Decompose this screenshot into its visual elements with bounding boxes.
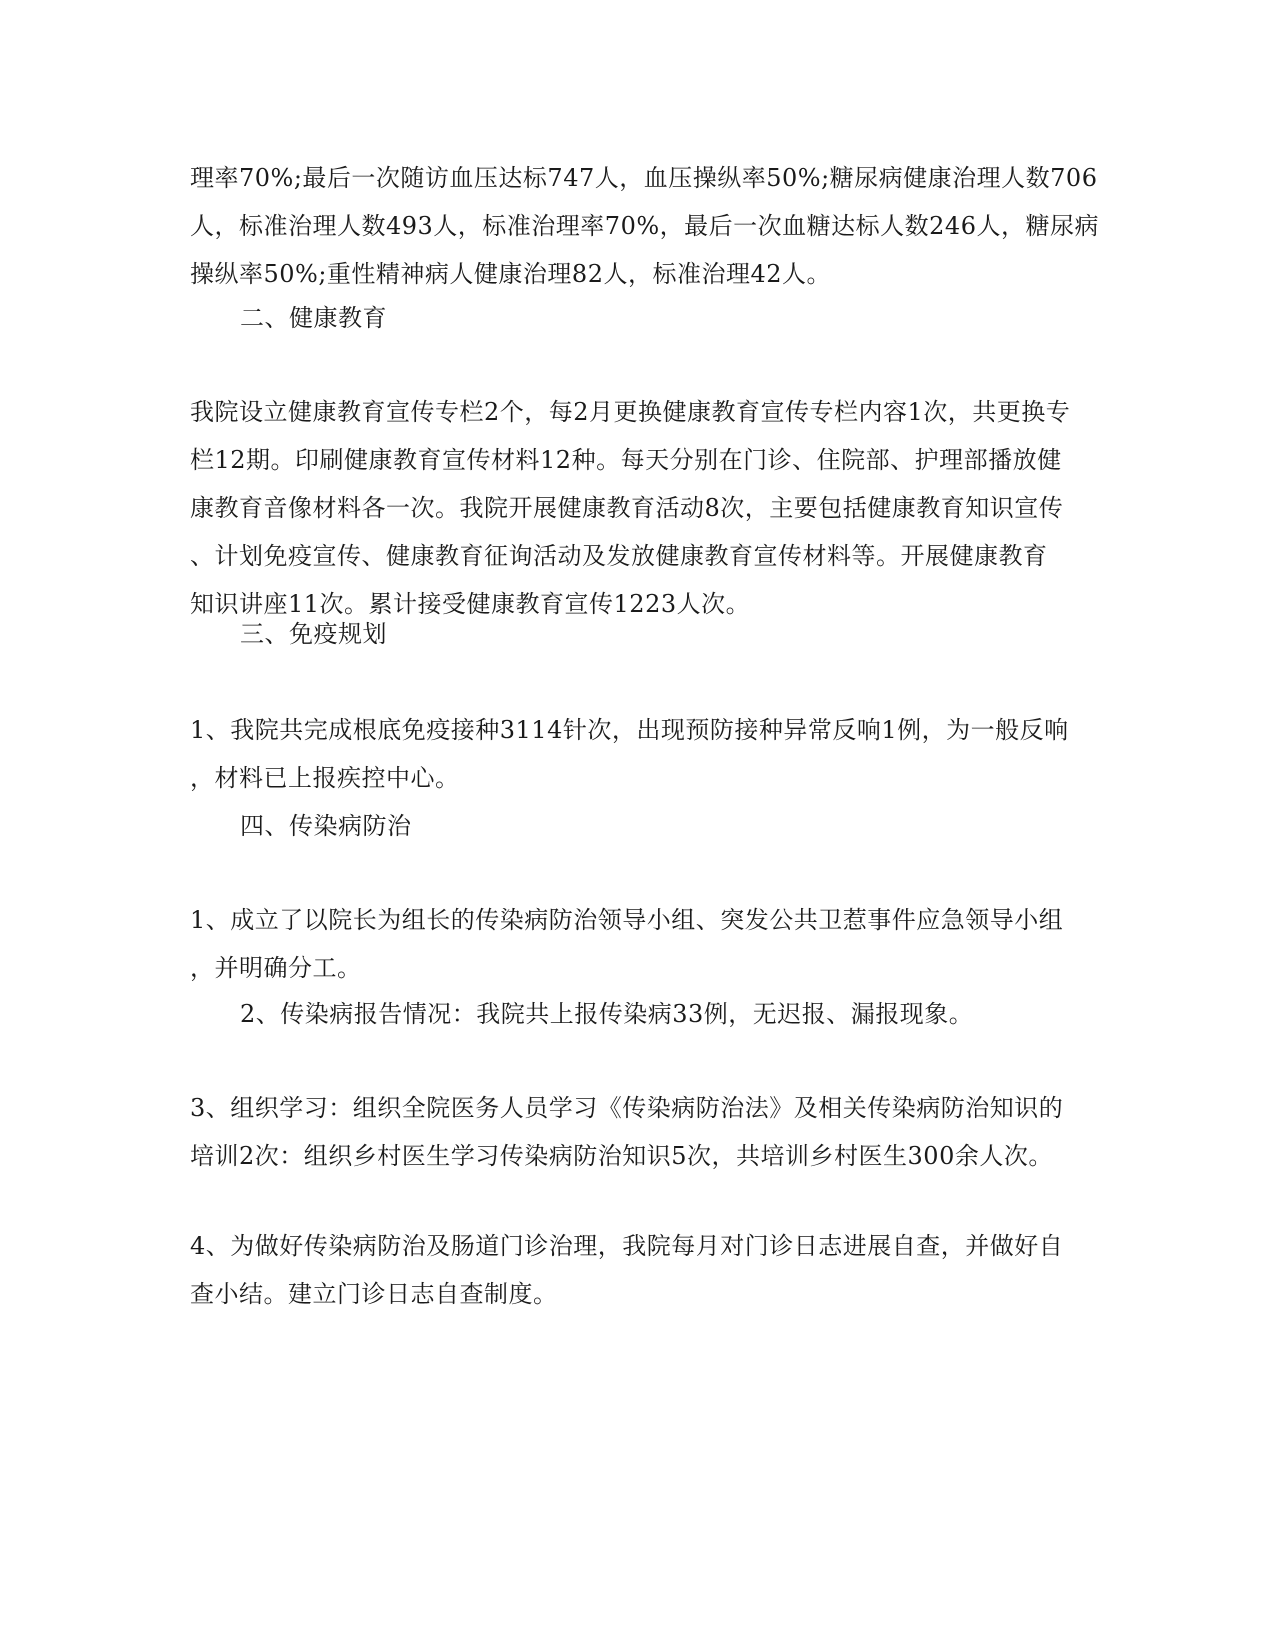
text-line: 培训2次：组织乡村医生学习传染病防治知识5次，共培训乡村医生300余人次。 <box>190 1142 1053 1170</box>
paragraph-chronic-disease-stats <box>190 154 1099 298</box>
text-line: 知识讲座11次。累计接受健康教育宣传1223人次。 <box>190 590 751 618</box>
paragraph-infectious-item-2: 2、传染病报告情况：我院共上报传染病33例，无迟报、漏报现象。 <box>240 1000 974 1028</box>
text-line: 1、我院共完成根底免疫接种3114针次，出现预防接种异常反响1例，为一般反响 <box>190 716 1069 744</box>
paragraph-health-education <box>190 388 1080 628</box>
text-line: 栏12期。印刷健康教育宣传材料12种。每天分别在门诊、住院部、护理部播放健 <box>190 446 1062 474</box>
text-line: 1、成立了以院长为组长的传染病防治领导小组、突发公共卫惹事件应急领导小组 <box>190 906 1064 934</box>
text-line: ，并明确分工。 <box>190 954 362 982</box>
text-line: 4、为做好传染病防治及肠道门诊治理，我院每月对门诊日志进展自查，并做好自 <box>190 1232 1064 1260</box>
text-line: 3、组织学习：组织全院医务人员学习《传染病防治法》及相关传染病防治知识的 <box>190 1094 1064 1122</box>
section-heading-health-education: 二、健康教育 <box>240 304 387 332</box>
text-line: 、计划免疫宣传、健康教育征询活动及发放健康教育宣传材料等。开展健康教育 <box>190 542 1048 570</box>
text-line: 康教育音像材料各一次。我院开展健康教育活动8次，主要包括健康教育知识宣传 <box>190 494 1064 522</box>
text-line: 我院设立健康教育宣传专栏2个，每2月更换健康教育宣传专栏内容1次，共更换专 <box>190 398 1071 426</box>
text-line: ，材料已上报疾控中心。 <box>190 764 460 792</box>
text-line: 人，标准治理人数493人，标准治理率70%，最后一次血糖达标人数246人，糖尿病 <box>190 212 1099 240</box>
text-line: 理率70%;最后一次随访血压达标747人，血压操纵率50%;糖尿病健康治理人数706 <box>190 164 1098 192</box>
paragraph-infectious-item-4 <box>190 1222 1080 1318</box>
text-line: 操纵率50%;重性精神病人健康治理82人，标准治理42人。 <box>190 260 832 288</box>
paragraph-infectious-item-1 <box>190 896 1080 992</box>
paragraph-infectious-item-3 <box>190 1084 1080 1180</box>
section-heading-infectious-disease: 四、传染病防治 <box>240 812 412 840</box>
section-heading-immunization: 三、免疫规划 <box>240 620 387 648</box>
paragraph-immunization <box>190 706 1080 802</box>
text-line: 查小结。建立门诊日志自查制度。 <box>190 1280 558 1308</box>
